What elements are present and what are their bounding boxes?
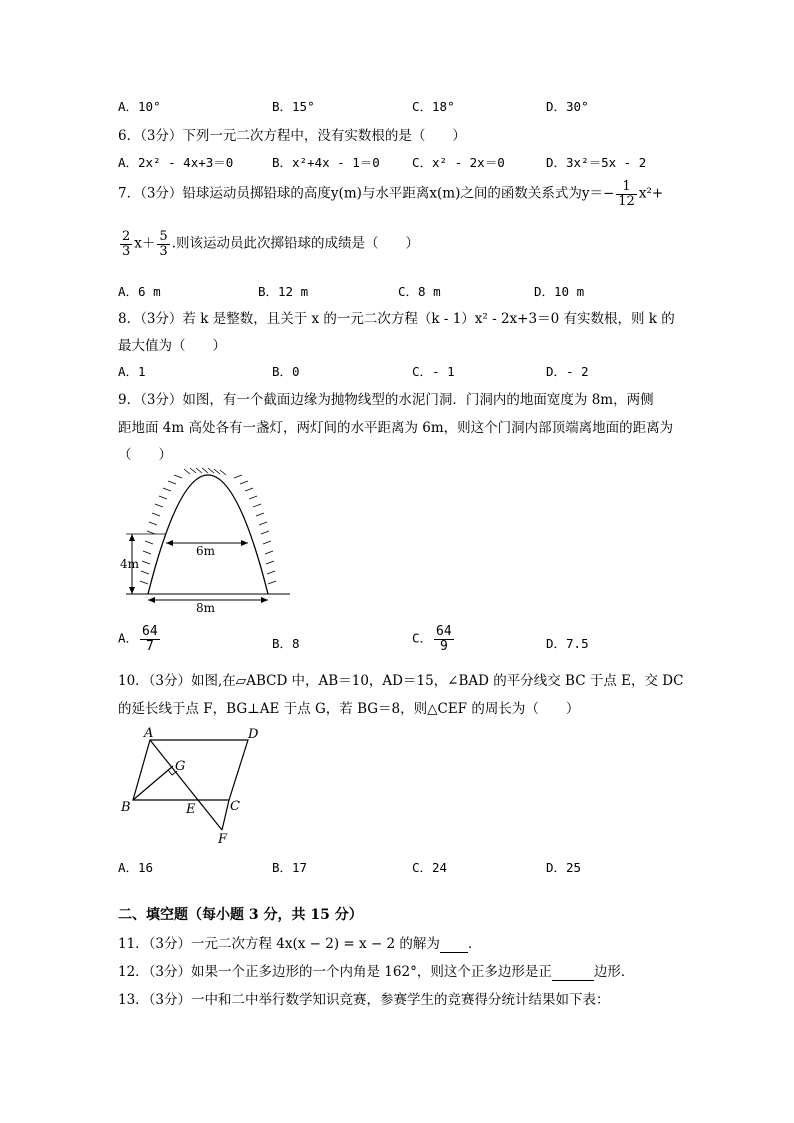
- q9-option-a-prefix: A．: [118, 630, 139, 646]
- q10-option-c: C．24: [412, 860, 448, 875]
- arrow-left-8m: [148, 597, 155, 603]
- label-point-a: A: [144, 726, 154, 741]
- q5-option-d: D．30°: [546, 99, 589, 114]
- q10-option-b: B．17: [272, 860, 308, 875]
- q7-fraction-2: [120, 230, 132, 258]
- q7-stem-line2: [118, 230, 419, 258]
- q8-stem-line1: 8．（3分）若 k 是整数，且关于 x 的一元二次方程（k - 1）x² - 2x+3＝0 有实数根，则 k 的: [118, 311, 675, 327]
- q9-option-b: B．8: [272, 636, 300, 651]
- q8-option-c: C．- 1: [412, 364, 455, 379]
- q11-stem: [118, 932, 481, 953]
- label-point-b: B: [121, 800, 131, 815]
- label-6m: 6m: [196, 544, 216, 558]
- q7-frac3-num: 5: [159, 229, 168, 244]
- q12-answer-blank[interactable]: [552, 964, 594, 981]
- q7-fraction-3: [157, 230, 169, 258]
- arrow-left-6m: [166, 540, 173, 546]
- q7-text-4: .则该运动员此次掷铅球的成绩是（ ）: [171, 235, 419, 252]
- q6-option-c: C．x² - 2x＝0: [412, 155, 505, 170]
- q10-option-a: A．16: [118, 860, 154, 875]
- q9-option-a: [118, 625, 162, 653]
- q7-fraction-1: [616, 180, 637, 208]
- q7-text-1: 7．（3分）铅球运动员掷铅球的高度y(m)与水平距离x(m)之间的函数关系式为y＝−: [118, 185, 615, 202]
- q9-option-d: D．7.5: [546, 636, 589, 651]
- line-cf: [222, 800, 229, 830]
- q9-stem-line3: （ ）: [118, 447, 172, 463]
- q11-text: 11．（3分）一元二次方程 4x(x − 2) = x − 2 的解为: [118, 936, 440, 952]
- q9-a-num: 64: [142, 624, 158, 639]
- label-4m: 4m: [120, 557, 140, 571]
- q7-frac3-den: 3: [159, 243, 168, 259]
- q7-option-b: B．12 m: [258, 284, 309, 299]
- q6-stem: 6．（3分）下列一元二次方程中，没有实数根的是（ ）: [118, 128, 466, 144]
- q6-option-d: D．3x²＝5x - 2: [546, 155, 647, 170]
- arrow-right-6m: [241, 540, 248, 546]
- q9-stem-line2: 距地面 4m 高处各有一盏灯，两灯间的水平距离为 6m，则这个门洞内部顶端离地面的距离为: [118, 420, 674, 436]
- q13-stem: 13．（3分）一中和二中举行数学知识竞赛，参赛学生的竞赛得分统计结果如下表：: [118, 992, 610, 1008]
- q10-parallelogram-figure: [118, 724, 268, 850]
- q7-text-2: x²+: [638, 185, 664, 202]
- arrow-right-8m: [261, 597, 268, 603]
- q7-stem-line1: [118, 180, 663, 208]
- q9-option-c: [412, 625, 456, 653]
- q7-frac2-den: 3: [122, 243, 131, 259]
- q5-option-c: C．18°: [412, 99, 455, 114]
- label-point-c: C: [230, 799, 240, 814]
- q11-text-end: ．: [467, 936, 482, 952]
- label-point-f: F: [218, 832, 228, 847]
- q9-option-c-fraction: [434, 625, 454, 653]
- q7-option-c: C．8 m: [398, 284, 441, 299]
- label-point-e: E: [186, 802, 196, 817]
- q7-option-a: A．6 m: [118, 284, 161, 299]
- q6-option-b: B．x²+4x - 1＝0: [272, 155, 380, 170]
- q9-archway-figure: [118, 466, 298, 616]
- q5-option-a: A．10°: [118, 99, 161, 114]
- q9-c-num: 64: [436, 624, 452, 639]
- q9-option-a-fraction: [140, 625, 160, 653]
- arrow-up-4m: [129, 534, 135, 541]
- q9-option-c-prefix: C．: [412, 630, 433, 646]
- q8-option-d: D．- 2: [546, 364, 589, 379]
- parabola-arch: [148, 475, 268, 594]
- q7-frac1-num: 1: [616, 180, 637, 195]
- q7-frac1-den: 12: [618, 193, 635, 209]
- arrow-down-4m: [129, 587, 135, 594]
- q10-option-d: D．25: [546, 860, 582, 875]
- line-bg: [133, 766, 173, 800]
- label-point-g: G: [175, 759, 186, 774]
- q9-c-den: 9: [439, 638, 448, 654]
- q6-option-a: A．2x² - 4x+3＝0: [118, 155, 234, 170]
- q8-option-a: A．1: [118, 364, 146, 379]
- q9-stem-line1: 9．（3分）如图，有一个截面边缘为抛物线型的水泥门洞．门洞内的地面宽度为 8m，两侧: [118, 392, 654, 408]
- q12-stem: [118, 960, 634, 981]
- q7-option-d: D．10 m: [534, 284, 585, 299]
- q7-frac2-num: 2: [122, 229, 131, 244]
- q8-stem-line2: 最大值为（ ）: [118, 338, 226, 354]
- q12-text: 12．（3分）如果一个正多边形的一个内角是 162°，则这个正多边形是正: [118, 964, 552, 980]
- q8-option-b: B．0: [272, 364, 300, 379]
- q10-stem-line1: 10．（3分）如图,在▱ABCD 中，AB＝10，AD＝15，∠BAD 的平分线交 BC 于点 E，交 DC: [118, 673, 684, 689]
- q7-text-3: x＋: [134, 235, 156, 252]
- q5-option-b: B．15°: [272, 99, 315, 114]
- section-fill-in-title: 二、填空题（每小题 3 分，共 15 分）: [118, 907, 363, 923]
- label-point-d: D: [248, 727, 259, 742]
- q11-answer-blank[interactable]: [440, 936, 468, 953]
- q10-stem-line2: 的延长线于点 F，BG⊥AE 于点 G，若 BG＝8，则△CEF 的周长为（ ）: [118, 701, 580, 717]
- q12-text-end: 边形．: [593, 964, 635, 980]
- hatching: [140, 468, 276, 584]
- q9-a-den: 7: [145, 638, 154, 654]
- label-8m: 8m: [196, 601, 216, 615]
